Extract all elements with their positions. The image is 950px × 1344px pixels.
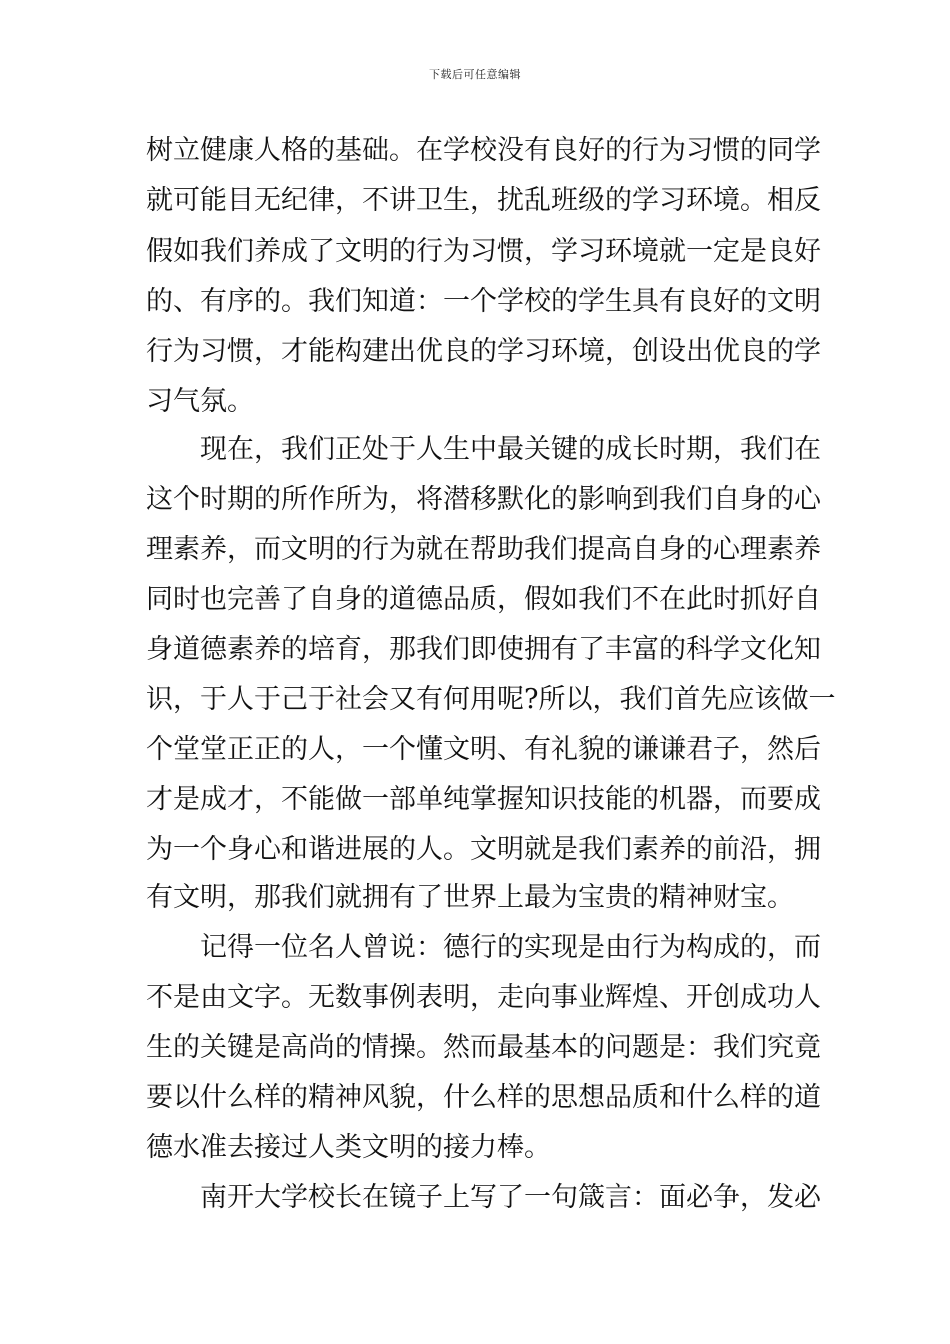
text-line: 就可能目无纪律，不讲卫生，扰乱班级的学习环境。相反 [146,185,821,216]
text-line: 习气氛。 [146,386,254,417]
text-line: 树立健康人格的基础。在学校没有良好的行为习惯的同学 [146,135,821,166]
paragraph-first-line: 现在，我们正处于人生中最关键的成长时期，我们在 [200,434,821,465]
text-line: 这个时期的所作所为，将潜移默化的影响到我们自身的心 [146,484,821,515]
text-line: 假如我们养成了文明的行为习惯，学习环境就一定是良好 [146,236,821,267]
text-line: 身道德素养的培育，那我们即使拥有了丰富的科学文化知 [146,634,821,665]
text-line: 为一个身心和谐进展的人。文明就是我们素养的前沿，拥 [146,834,821,865]
text-line: 才是成才，不能做一部单纯掌握知识技能的机器，而要成 [146,784,821,815]
text-line: 生的关键是高尚的情操。然而最基本的问题是：我们究竟 [146,1032,821,1063]
text-line: 理素养，而文明的行为就在帮助我们提高自身的心理素养 [146,534,821,565]
text-line: 不是由文字。无数事例表明，走向事业辉煌、开创成功人 [146,982,821,1013]
paragraph-first-line: 南开大学校长在镜子上写了一句箴言：面必争，发必 [200,1182,821,1213]
text-line: 识，于人于己于社会又有何用呢?所以，我们首先应该做一 [146,684,836,715]
text-line: 行为习惯，才能构建出优良的学习环境，创设出优良的学 [146,336,821,367]
text-line: 同时也完善了自身的道德品质，假如我们不在此时抓好自 [146,584,821,615]
text-line: 个堂堂正正的人，一个懂文明、有礼貌的谦谦君子，然后 [146,734,821,765]
text-line: 的、有序的。我们知道：一个学校的学生具有良好的文明 [146,286,821,317]
page-header: 下载后可任意编辑 [429,68,521,81]
text-line: 要以什么样的精神风貌，什么样的思想品质和什么样的道 [146,1082,821,1113]
paragraph-first-line: 记得一位名人曾说：德行的实现是由行为构成的，而 [200,932,821,963]
text-line: 德水准去接过人类文明的接力棒。 [146,1132,551,1163]
text-line: 有文明，那我们就拥有了世界上最为宝贵的精神财宝。 [146,882,794,913]
